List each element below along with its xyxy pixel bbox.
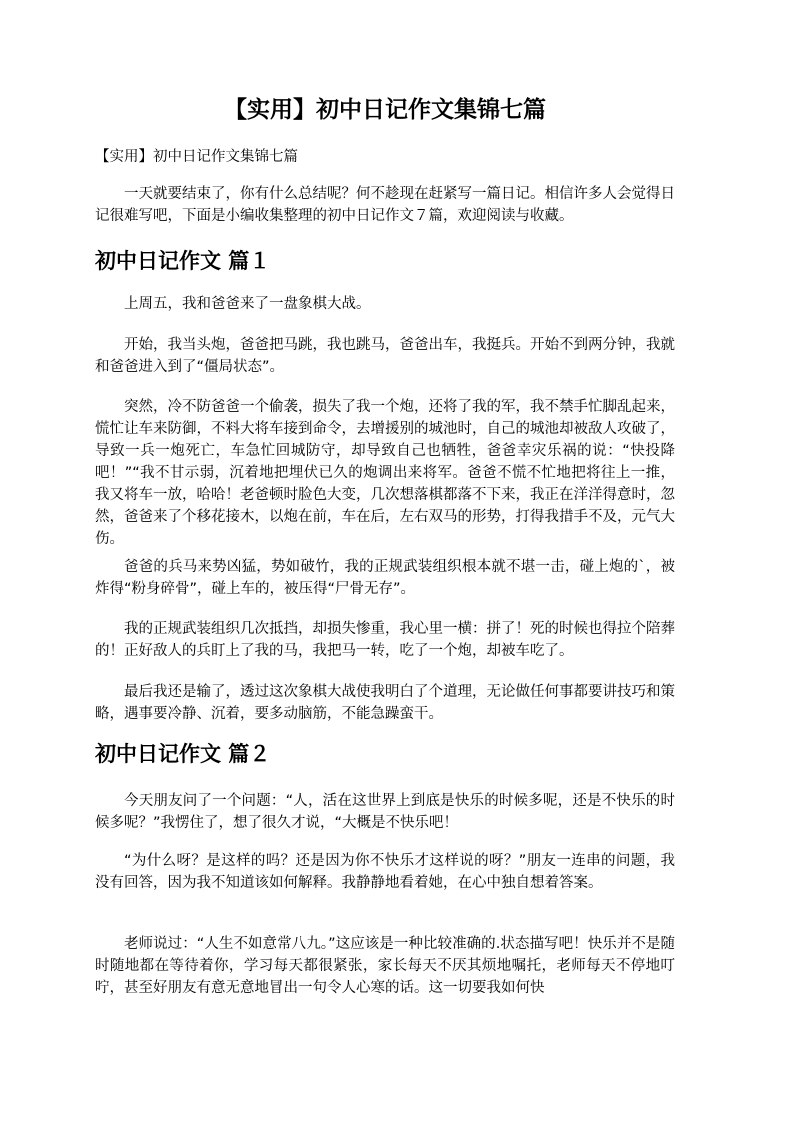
intro-paragraph: 一天就要结束了，你有什么总结呢？何不趁现在赶紧写一篇日记。相信许多人会觉得日记很难写吧，下面是小编收集整理的初中日记作文７篇，欢迎阅读与收藏。 — [95, 186, 675, 224]
section-2-paragraph-1: 今天朋友问了一个问题：“人，活在这世界上到底是快乐的时候多呢，还是不快乐的时候多呢？”我愣住了，想了很久才说，“大概是不快乐吧！ — [95, 793, 675, 831]
section-1-paragraph-1: 上周五，我和爸爸来了一盘象棋大战。 — [124, 296, 371, 312]
section-1-paragraph-6: 最后我还是输了，透过这次象棋大战使我明白了个道理，无论做任何事都要讲技巧和策略，遇事要冷静、沉着，要多动脑筋，不能急躁蛮干。 — [95, 684, 675, 722]
section-heading-2: 初中日记作文 篇２ — [95, 741, 271, 766]
section-2-paragraph-2: “为什么呀？是这样的吗？还是因为你不快乐才这样说的呀？”朋友一连串的问题，我没有回答，因为我不知道该如何解释。我静静地看着她，在心中独自想着答案。 — [95, 853, 675, 891]
section-1-paragraph-3: 突然，冷不防爸爸一个偷袭，损失了我一个炮，还将了我的军，我不禁手忙脚乱起来，慌忙让车来防御，不料大将车接到命令，去增援别的城池时，自己的城池却被敌人攻破了，导致一兵一炮死亡，车急忙回城防守，却导致自己也牺牲，爸爸幸灾乐祸的说：“快投降吧！”“我不甘示弱，沉着地把埋伏已久的炮调出来将军。爸爸不慌不忙地把将往上一推，我又将车一放，哈哈！老爸顿时脸色大变，几次想落棋都落不下来，我正在洋洋得意时，忽然，爸爸来了个移花接木，以炮在前，车在后，左右双马的形势，打得我措手不及，元气大伤。 — [95, 399, 675, 547]
document-subtitle: 【实用】初中日记作文集锦七篇 — [95, 149, 298, 165]
section-1-paragraph-4: 爸爸的兵马来势凶猛，势如破竹，我的正规武装组织根本就不堪一击，碰上炮的`，被炸得“粉身碎骨”，碰上车的，被压得“尸骨无存”。 — [95, 559, 675, 597]
document-title: 【实用】初中日记作文集锦七篇 — [224, 96, 546, 123]
section-2-paragraph-3: 老师说过：“人生不如意常八九。”这应该是一种比较准确的.状态描写吧！快乐并不是随时随地都在等待着你，学习每天都很紧张，家长每天不厌其烦地嘱托，老师每天不停地叮咛，甚至好朋友有意无意地冒出一句令人心寒的话。这一切要我如何快 — [95, 936, 675, 996]
section-1-paragraph-2: 开始，我当头炮，爸爸把马跳，我也跳马，爸爸出车，我挺兵。开始不到两分钟，我就和爸爸进入到了“僵局状态”。 — [95, 337, 675, 375]
section-heading-1: 初中日记作文 篇１ — [95, 248, 271, 273]
section-1-paragraph-5: 我的正规武装组织几次抵挡，却损失惨重，我心里一横：拼了！死的时候也得拉个陪葬的！正好敌人的兵盯上了我的马，我把马一转，吃了一个炮，却被车吃了。 — [95, 621, 675, 659]
